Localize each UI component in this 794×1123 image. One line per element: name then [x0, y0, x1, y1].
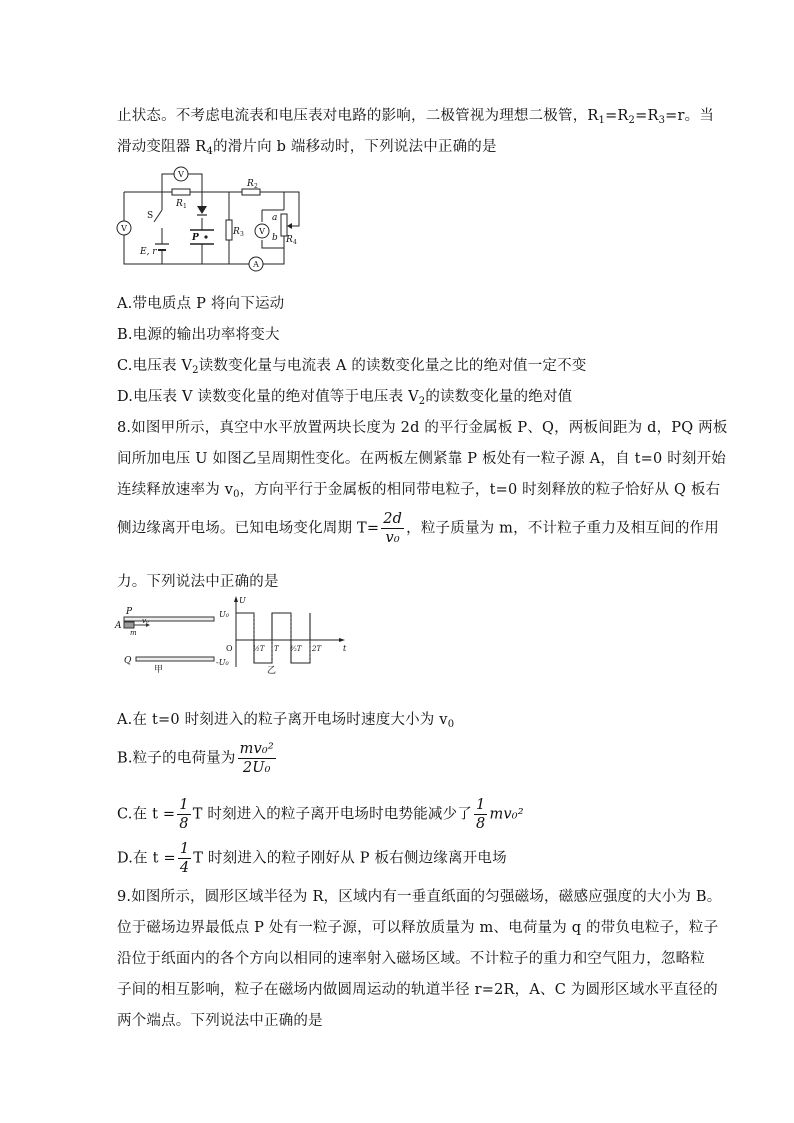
q9-line-1: 9.如图所示，圆形区域半径为 R，区域内有一垂直纸面的匀强磁场，磁感应强度的大小为 B。 — [117, 889, 722, 905]
tick-half-t: ½T — [253, 645, 265, 653]
q8-line-1: 8.如图甲所示，真空中水平放置两块长度为 2d 的平行金属板 P、Q，两板间距为 d，PQ 两板 — [117, 420, 728, 436]
tick-two-t: 2T — [312, 645, 322, 653]
time-fraction — [177, 796, 190, 833]
subscript: 3 — [658, 115, 666, 126]
fraction-denominator: 8 — [179, 816, 189, 832]
fraction-numerator: 1 — [179, 841, 190, 857]
source-a-label: A — [115, 621, 122, 631]
q8-text: 侧边缘离开电场。已知电场变化周期 T= — [117, 520, 380, 537]
q9-line-5: 两个端点。下列说法中正确的是 — [117, 1013, 323, 1029]
subscript: 0 — [233, 489, 240, 500]
subscript: 4 — [206, 146, 213, 157]
option-text: 读数变化量与电流表 A 的读数变化量之比的绝对值一定不变 — [198, 358, 587, 374]
fraction-numerator: mv₀² — [239, 741, 274, 757]
plate-q — [136, 657, 214, 661]
q8-option-a — [117, 708, 454, 730]
r3-resistor — [226, 220, 232, 240]
r2-subscript: 2 — [254, 183, 258, 190]
intro-text: 止状态。不考虑电流表和电压表对电路的影响，二极管视为理想二极管，R — [117, 108, 599, 124]
figure-jia — [112, 603, 222, 673]
period-fraction — [381, 510, 404, 547]
intro-line-1 — [117, 104, 714, 126]
velocity-label: v₀ — [142, 617, 149, 625]
plate-p-label: P — [126, 607, 133, 617]
q9-line-2: 位于磁场边界最低点 P 处有一粒子源，可以释放质量为 m、电荷量为 q 的带负电粒子，粒子 — [117, 920, 719, 936]
option-text: D.电压表 V 读数变化量的绝对值等于电压表 V — [117, 389, 419, 405]
intro-text: =R — [605, 108, 629, 124]
slider-arrow-icon — [287, 223, 292, 229]
option-text: 的读数变化量的绝对值 — [425, 389, 573, 405]
q8-text: 连续释放速率为 v — [117, 482, 234, 498]
q7-option-d — [117, 385, 572, 407]
q9-line-4: 子间的相互影响，粒子在磁场内做圆周运动的轨道半径 r=2R，A、C 为圆形区域水平直径的 — [117, 982, 718, 998]
q8-option-b — [117, 740, 278, 777]
t-axis-label: t — [343, 644, 347, 653]
u0-label: U₀ — [219, 610, 229, 619]
r3-subscript: 3 — [240, 231, 244, 238]
r4-resistor — [281, 214, 287, 236]
subscript: 0 — [447, 719, 455, 730]
q7-option-c — [117, 354, 587, 376]
intro-text: =r。当 — [665, 108, 715, 124]
voltmeter-right-label: V — [259, 227, 265, 236]
r2-label: R — [247, 179, 254, 189]
q8-line-4 — [117, 510, 719, 547]
q8-text: ，方向平行于金属板的相同带电粒子，t=0 时刻释放的粒子恰好从 Q 板右 — [239, 482, 721, 498]
option-text: T 时刻进入的粒子离开电场时电势能减少了 — [192, 806, 472, 823]
ammeter-label: A — [253, 260, 259, 269]
intro-text: =R — [635, 108, 659, 124]
q8-option-c — [117, 796, 524, 833]
intro-text: 的滑片向 b 端移动时，下列说法中正确的是 — [213, 139, 497, 155]
r1-label: R — [176, 199, 183, 209]
particle-source — [124, 622, 134, 628]
fraction-denominator: 4 — [179, 860, 190, 876]
r1-subscript: 1 — [183, 203, 187, 210]
diode-icon — [197, 206, 207, 214]
origin-label: O — [226, 644, 233, 653]
r3-label: R — [233, 227, 240, 237]
q8-line-5: 力。下列说法中正确的是 — [117, 574, 279, 590]
fraction-numerator: 1 — [179, 797, 189, 813]
fraction-denominator: v₀ — [385, 530, 400, 546]
q7-option-b: B.电源的输出功率将变大 — [117, 327, 280, 343]
q7-option-a: A.带电质点 P 将向下运动 — [117, 296, 285, 312]
mass-label: m — [130, 629, 137, 637]
subscript: 2 — [192, 365, 199, 376]
option-text: C.在 t = — [117, 806, 176, 823]
r4-subscript: 4 — [293, 239, 297, 246]
option-text: B.粒子的电荷量为 — [117, 750, 236, 767]
q8-option-d — [117, 840, 507, 877]
option-text: D.在 t = — [117, 850, 176, 867]
circuit-diagram — [112, 162, 312, 274]
q8-text: ，粒子质量为 m，不计粒子重力及相互间的作用 — [406, 520, 719, 537]
capacitor-p-label: P — [192, 233, 199, 243]
fraction-denominator: 2U₀ — [242, 760, 271, 776]
option-text: C.电压表 V — [117, 358, 193, 374]
option-text: mv₀² — [489, 806, 524, 823]
figure-yi-caption: 乙 — [267, 666, 277, 675]
energy-fraction — [474, 796, 487, 833]
plate-p — [124, 617, 214, 621]
particle-dot — [204, 235, 207, 238]
voltage-waveform — [236, 613, 310, 663]
q8-line-2: 间所加电压 U 如图乙呈周期性变化。在两板左侧紧靠 P 板处有一粒子源 A，自 t=0 时刻开始 — [117, 451, 727, 467]
subscript: 1 — [598, 115, 606, 126]
r4-end-a-label: a — [272, 213, 278, 223]
r4-label: R — [286, 235, 293, 245]
fraction-numerator: 2d — [383, 511, 403, 527]
voltmeter-top-label: V — [178, 170, 184, 179]
intro-text: 滑动变阻器 R — [117, 139, 207, 155]
q9-line-3: 沿位于纸面内的各个方向以相同的速率射入磁场区域。不计粒子的重力和空气阻力，忽略粒 — [117, 951, 705, 967]
tick-three-half-t: ³⁄₂T — [290, 645, 302, 653]
r4-end-b-label: b — [272, 233, 278, 243]
tick-t: T — [274, 645, 279, 653]
time-fraction — [178, 840, 191, 877]
subscript: 2 — [628, 115, 636, 126]
option-text: A.在 t=0 时刻进入的粒子离开电场时速度大小为 v — [117, 712, 448, 728]
r1-resistor — [172, 189, 190, 195]
intro-line-2 — [117, 135, 497, 157]
charge-fraction — [238, 740, 276, 777]
plate-q-label: Q — [124, 656, 132, 666]
fraction-numerator: 1 — [476, 797, 486, 813]
voltmeter-left-label: V — [121, 224, 127, 233]
q8-line-3 — [117, 478, 720, 500]
u-axis-label: U — [239, 596, 246, 605]
neg-u0-label: -U₀ — [216, 658, 229, 667]
switch-label: S — [147, 211, 154, 221]
figure-jia-caption: 甲 — [154, 665, 164, 673]
fraction-denominator: 8 — [476, 816, 486, 832]
source-label: E, r — [140, 247, 157, 257]
subscript: 2 — [418, 396, 426, 407]
option-text: T 时刻进入的粒子刚好从 P 板右侧边缘离开电场 — [193, 850, 507, 867]
figure-yi — [214, 593, 349, 675]
